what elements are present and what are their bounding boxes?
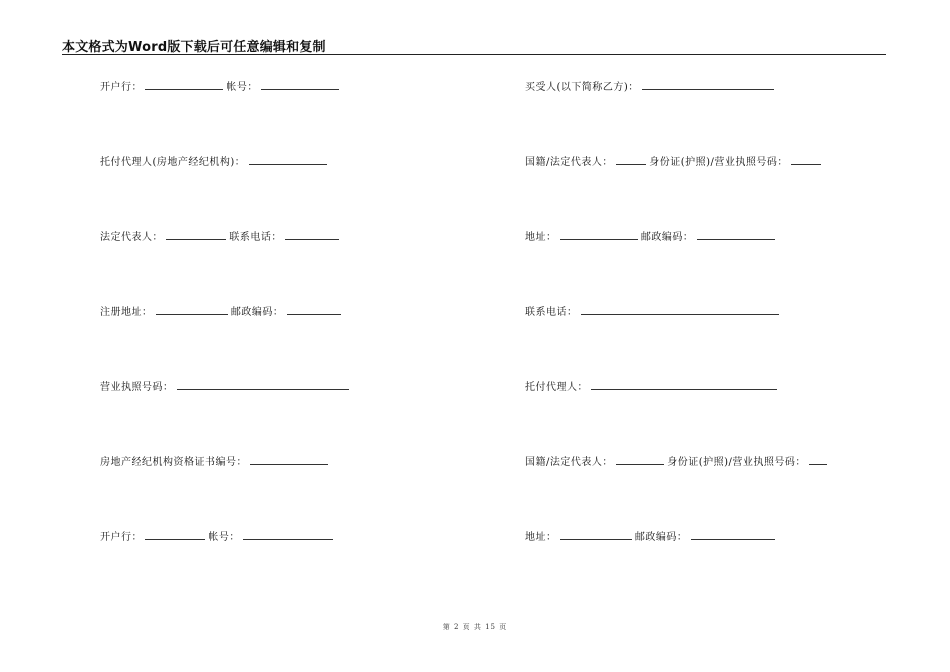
page-header [62, 36, 886, 55]
blank-phone-buyer[interactable] [581, 305, 779, 315]
label-license: 营业执照号码： [100, 382, 174, 393]
blank-cert[interactable] [250, 455, 328, 465]
blank-postcode[interactable] [287, 305, 341, 315]
blank-account-2[interactable] [243, 530, 333, 540]
blank-account[interactable] [261, 80, 339, 90]
field-row-reg-address [100, 305, 341, 319]
blank-reg-address[interactable] [156, 305, 228, 315]
blank-legal-rep[interactable] [166, 230, 226, 240]
field-row-bank-2 [100, 530, 333, 544]
label-cert: 房地产经纪机构资格证书编号： [100, 457, 247, 468]
blank-address-2[interactable] [560, 530, 632, 540]
label-postcode: 邮政编码： [230, 307, 284, 318]
label-agent-buyer: 托付代理人： [525, 382, 588, 393]
label-bank-2: 开户行： [100, 532, 142, 543]
label-agent: 托付代理人(房地产经纪机构)： [100, 157, 246, 168]
field-row-bank [100, 80, 339, 94]
blank-agent-buyer[interactable] [591, 380, 777, 390]
field-row-phone-buyer [525, 305, 779, 319]
label-buyer: 买受人(以下简称乙方)： [525, 82, 639, 93]
label-address-2: 地址： [525, 532, 557, 543]
blank-address[interactable] [560, 230, 638, 240]
blank-id-number[interactable] [791, 155, 821, 165]
field-row-nationality [525, 155, 821, 169]
blank-nationality-2[interactable] [616, 455, 664, 465]
field-row-agent [100, 155, 327, 169]
label-id-number: 身份证(护照)/营业执照号码： [649, 157, 788, 168]
field-row-address [525, 230, 775, 244]
label-address: 地址： [525, 232, 557, 243]
label-phone-buyer: 联系电话： [525, 307, 578, 318]
blank-phone[interactable] [285, 230, 339, 240]
label-account-2: 帐号： [208, 532, 240, 543]
label-postcode-buyer-2: 邮政编码： [634, 532, 688, 543]
blank-id-number-2[interactable] [809, 455, 827, 465]
blank-license[interactable] [177, 380, 349, 390]
field-row-license [100, 380, 349, 394]
blank-buyer[interactable] [642, 80, 774, 90]
field-row-nationality-2 [525, 455, 827, 469]
label-legal-rep: 法定代表人： [100, 232, 163, 243]
label-account: 帐号： [226, 82, 258, 93]
blank-agent[interactable] [249, 155, 327, 165]
label-bank: 开户行： [100, 82, 142, 93]
blank-postcode-buyer[interactable] [697, 230, 775, 240]
label-nationality: 国籍/法定代表人： [525, 157, 613, 168]
field-row-address-2 [525, 530, 775, 544]
label-postcode-buyer: 邮政编码： [640, 232, 694, 243]
field-row-cert [100, 455, 328, 469]
blank-bank-2[interactable] [145, 530, 205, 540]
label-reg-address: 注册地址： [100, 307, 153, 318]
field-row-legal-rep [100, 230, 339, 244]
blank-postcode-buyer-2[interactable] [691, 530, 775, 540]
label-nationality-2: 国籍/法定代表人： [525, 457, 613, 468]
field-row-buyer [525, 80, 774, 94]
blank-nationality[interactable] [616, 155, 646, 165]
header-title: 本文格式为Word版下载后可任意编辑和复制 [62, 40, 326, 55]
field-row-agent-buyer [525, 380, 777, 394]
label-id-number-2: 身份证(护照)/营业执照号码： [667, 457, 806, 468]
label-phone: 联系电话： [229, 232, 282, 243]
blank-bank[interactable] [145, 80, 223, 90]
page-number: 第 2 页 共 15 页 [442, 623, 508, 631]
